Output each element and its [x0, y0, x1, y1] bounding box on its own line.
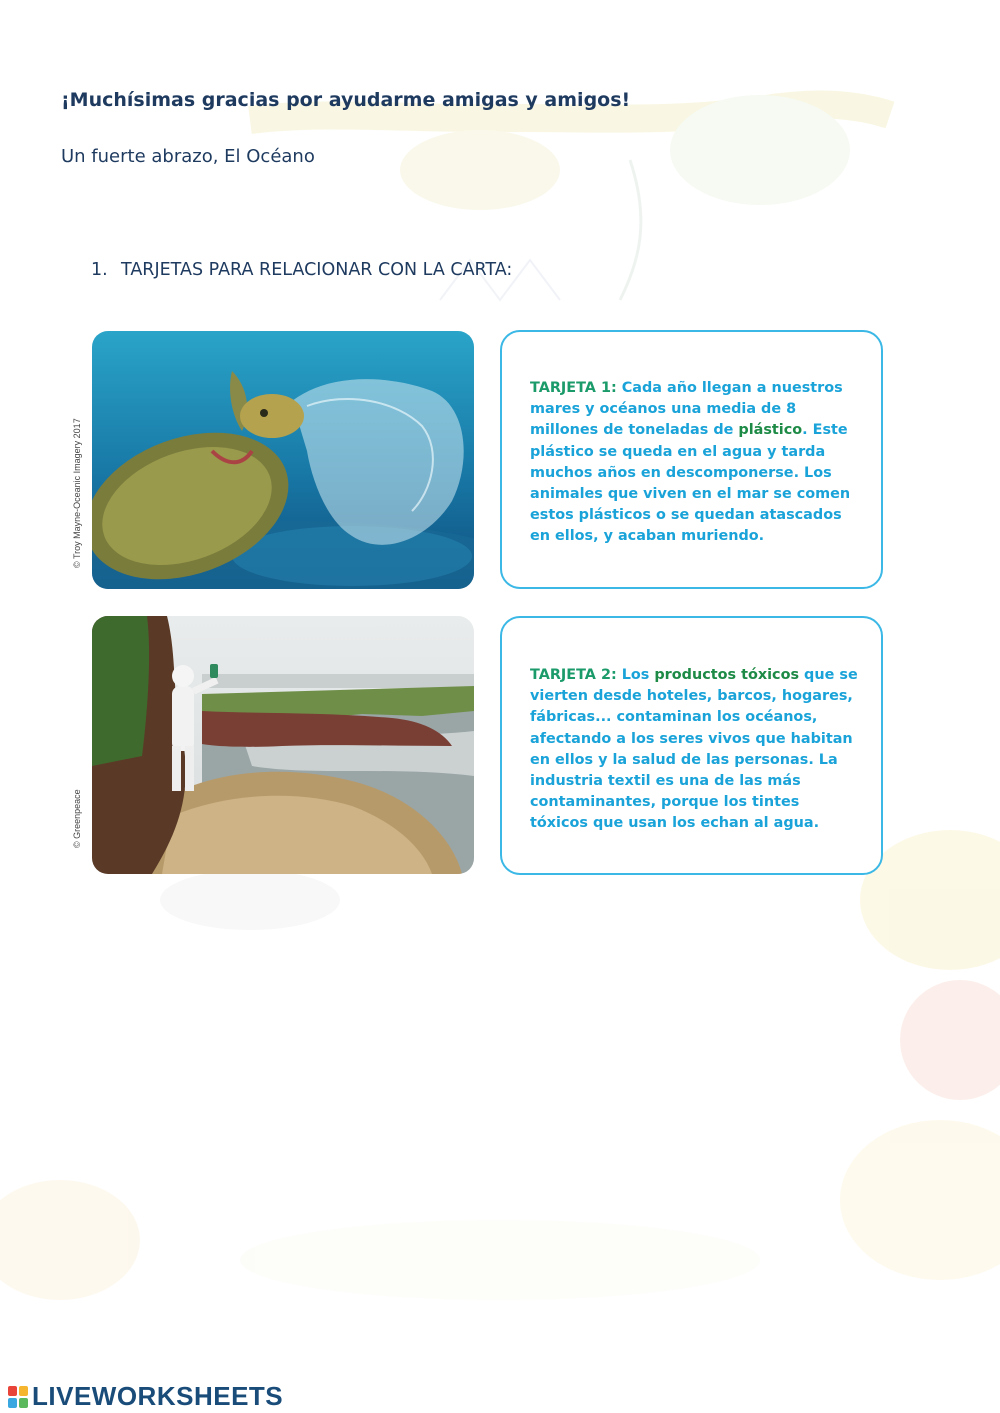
photo-credit: © Troy Mayne-Oceanic Imagery 2017: [72, 418, 82, 568]
logo-tile: [8, 1386, 17, 1396]
logo-tile: [19, 1398, 28, 1408]
section-heading-text: TARJETAS PARA RELACIONAR CON LA CARTA:: [121, 260, 513, 280]
photo-credit: © Greenpeace: [72, 789, 82, 848]
card-2-text: [530, 665, 860, 835]
card-1: [500, 330, 883, 589]
logo-tile: [8, 1398, 17, 1408]
card-2-label: TARJETA 2:: [530, 667, 617, 683]
card-1-text: [530, 378, 860, 548]
liveworksheets-logo[interactable]: [8, 1381, 283, 1412]
thanks-message: ¡Muchísimas gracias por ayudarme amigas y amigos!: [61, 89, 631, 111]
card-2-text-part: que se vierten desde hoteles, barcos, hogares, fábricas... contaminan los océanos, afectando a los seres vivos que habitan en ellos y la salud de las personas. La industria textil es una de las más contaminantes, porque los tintes tóxicos que usan los echan al agua.: [530, 667, 858, 832]
sea-turtle-plastic-bag-photo: [92, 331, 474, 589]
brand-name: LIVEWORKSHEETS: [32, 1381, 284, 1411]
card-1-label: TARJETA 1:: [530, 380, 617, 396]
card-1-highlight: plástico: [738, 422, 803, 439]
card-1-text-part: Cada año llegan a nuestros mares y océanos una media de 8 millones de toneladas de: [530, 380, 843, 439]
card-1-text-part: . Este plástico se queda en el agua y tarda muchos años en descomponerse. Los animales que viven en el mar se comen estos plásticos o se quedan atascados en ellos, y acaban muriendo.: [530, 422, 851, 545]
letter-signature: Un fuerte abrazo, El Océano: [61, 146, 315, 167]
section-heading: [91, 260, 512, 280]
card-2-text-part: Los: [616, 667, 655, 683]
card-2-highlight: productos tóxicos: [654, 667, 800, 683]
liveworksheets-logo-icon: [8, 1386, 28, 1408]
section-number: 1.: [91, 260, 108, 280]
logo-tile: [19, 1386, 28, 1396]
card-2: [500, 616, 883, 875]
toxic-discharge-coast-photo: [92, 616, 474, 874]
